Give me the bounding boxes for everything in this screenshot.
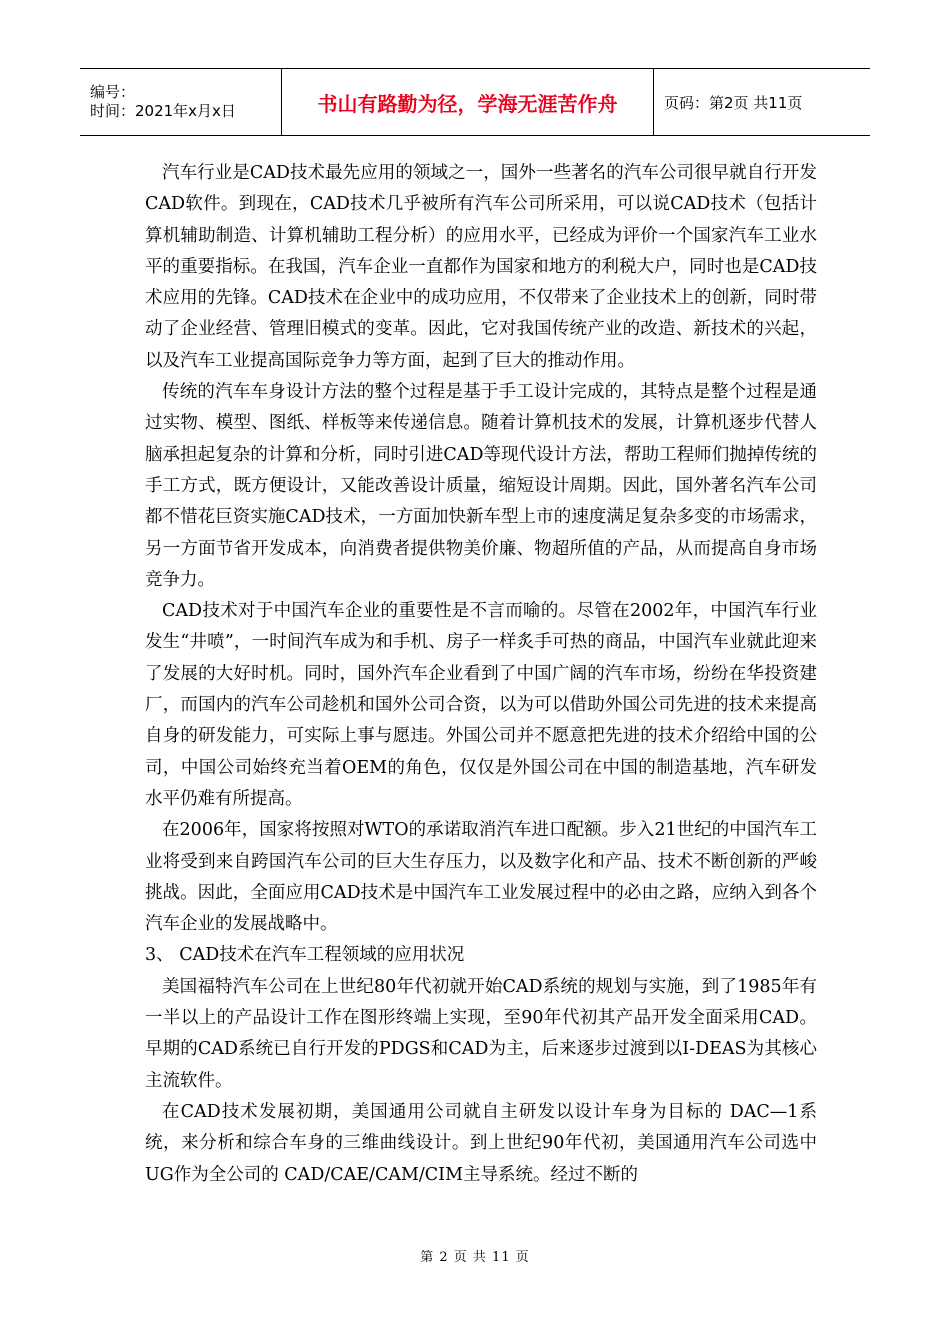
paragraph: 在CAD技术发展初期，美国通用公司就自主研发以设计车身为目标的 DAC—1系统，来分析和综合车身的三维曲线设计。到上世纪90年代初，美国通用汽车公司选中UG作为全公司的 CAD/CAE/CAM/CIM主导系统。经过不断的 bbox=[145, 1101, 817, 1185]
doc-time-label: 时间：2021年x月x日 bbox=[90, 102, 236, 120]
header-meta bbox=[80, 69, 282, 135]
paragraph: CAD技术对于中国汽车企业的重要性是不言而喻的。尽管在2002年，中国汽车行业发生“井喷”，一时间汽车成为和手机、房子一样炙手可热的商品，中国汽车业就此迎来了发展的大好时机。同时，国外汽车企业看到了中国广阔的汽车市场，纷纷在华投资建厂，而国内的汽车公司趁机和国外公司合资，以为可以借助外国公司先进的技术来提高自身的研发能力，可实际上事与愿违。外国公司并不愿意把先进的技术介绍给中国的公司，中国公司始终充当着OEM的角色，仅仅是外国公司在中国的制造基地，汽车研发水平仍难有所提高。 bbox=[145, 601, 817, 809]
paragraph: 美国福特汽车公司在上世纪80年代初就开始CAD系统的规划与实施，到了1985年有一半以上的产品设计工作在图形终端上实现，至90年代初其产品开发全面采用CAD。早期的CAD系统已自行开发的PDGS和CAD为主，后来逐步过渡到以I-DEAS为其核心主流软件。 bbox=[145, 976, 817, 1091]
paragraph: 在2006年，国家将按照对WTO的承诺取消汽车进口配额。步入21世纪的中国汽车工业将受到来自跨国汽车公司的巨大生存压力，以及数字化和产品、技术不断创新的严峻挑战。因此，全面应用CAD技术是中国汽车工业发展过程中的必由之路，应纳入到各个汽车企业的发展战略中。 bbox=[145, 820, 817, 935]
document-body bbox=[145, 158, 817, 1191]
section-heading: 3、 CAD技术在汽车工程领域的应用状况 bbox=[145, 945, 465, 966]
header-page-info: 页码：第2页 共11页 bbox=[664, 93, 803, 112]
page-header bbox=[80, 68, 870, 136]
header-motto: 书山有路勤为径，学海无涯苦作舟 bbox=[282, 69, 654, 135]
doc-code-label: 编号： bbox=[90, 83, 136, 101]
paragraph: 汽车行业是CAD技术最先应用的领域之一，国外一些著名的汽车公司很早就自行开发CAD软件。到现在，CAD技术几乎被所有汽车公司所采用，可以说CAD技术（包括计算机辅助制造、计算机辅助工程分析）的应用水平，已经成为评价一个国家汽车工业水平的重要指标。在我国，汽车企业一直都作为国家和地方的利税大户，同时也是CAD技术应用的先锋。CAD技术在企业中的成功应用，不仅带来了企业技术上的创新，同时带动了企业经营、管理旧模式的变革。因此，它对我国传统产业的改造、新技术的兴起，以及汽车工业提高国际竞争力等方面，起到了巨大的推动作用。 bbox=[145, 163, 817, 371]
paragraph: 传统的汽车车身设计方法的整个过程是基于手工设计完成的，其特点是整个过程是通过实物、模型、图纸、样板等来传递信息。随着计算机技术的发展，计算机逐步代替人脑承担起复杂的计算和分析，同时引进CAD等现代设计方法，帮助工程师们抛掉传统的手工方式，既方便设计，又能改善设计质量，缩短设计周期。因此，国外著名汽车公司都不惜花巨资实施CAD技术，一方面加快新车型上市的速度满足复杂多变的市场需求，另一方面节省开发成本，向消费者提供物美价廉、物超所值的产品，从而提高自身市场竞争力。 bbox=[145, 382, 817, 590]
page-footer: 第 2 页 共 11 页 bbox=[420, 1250, 530, 1265]
